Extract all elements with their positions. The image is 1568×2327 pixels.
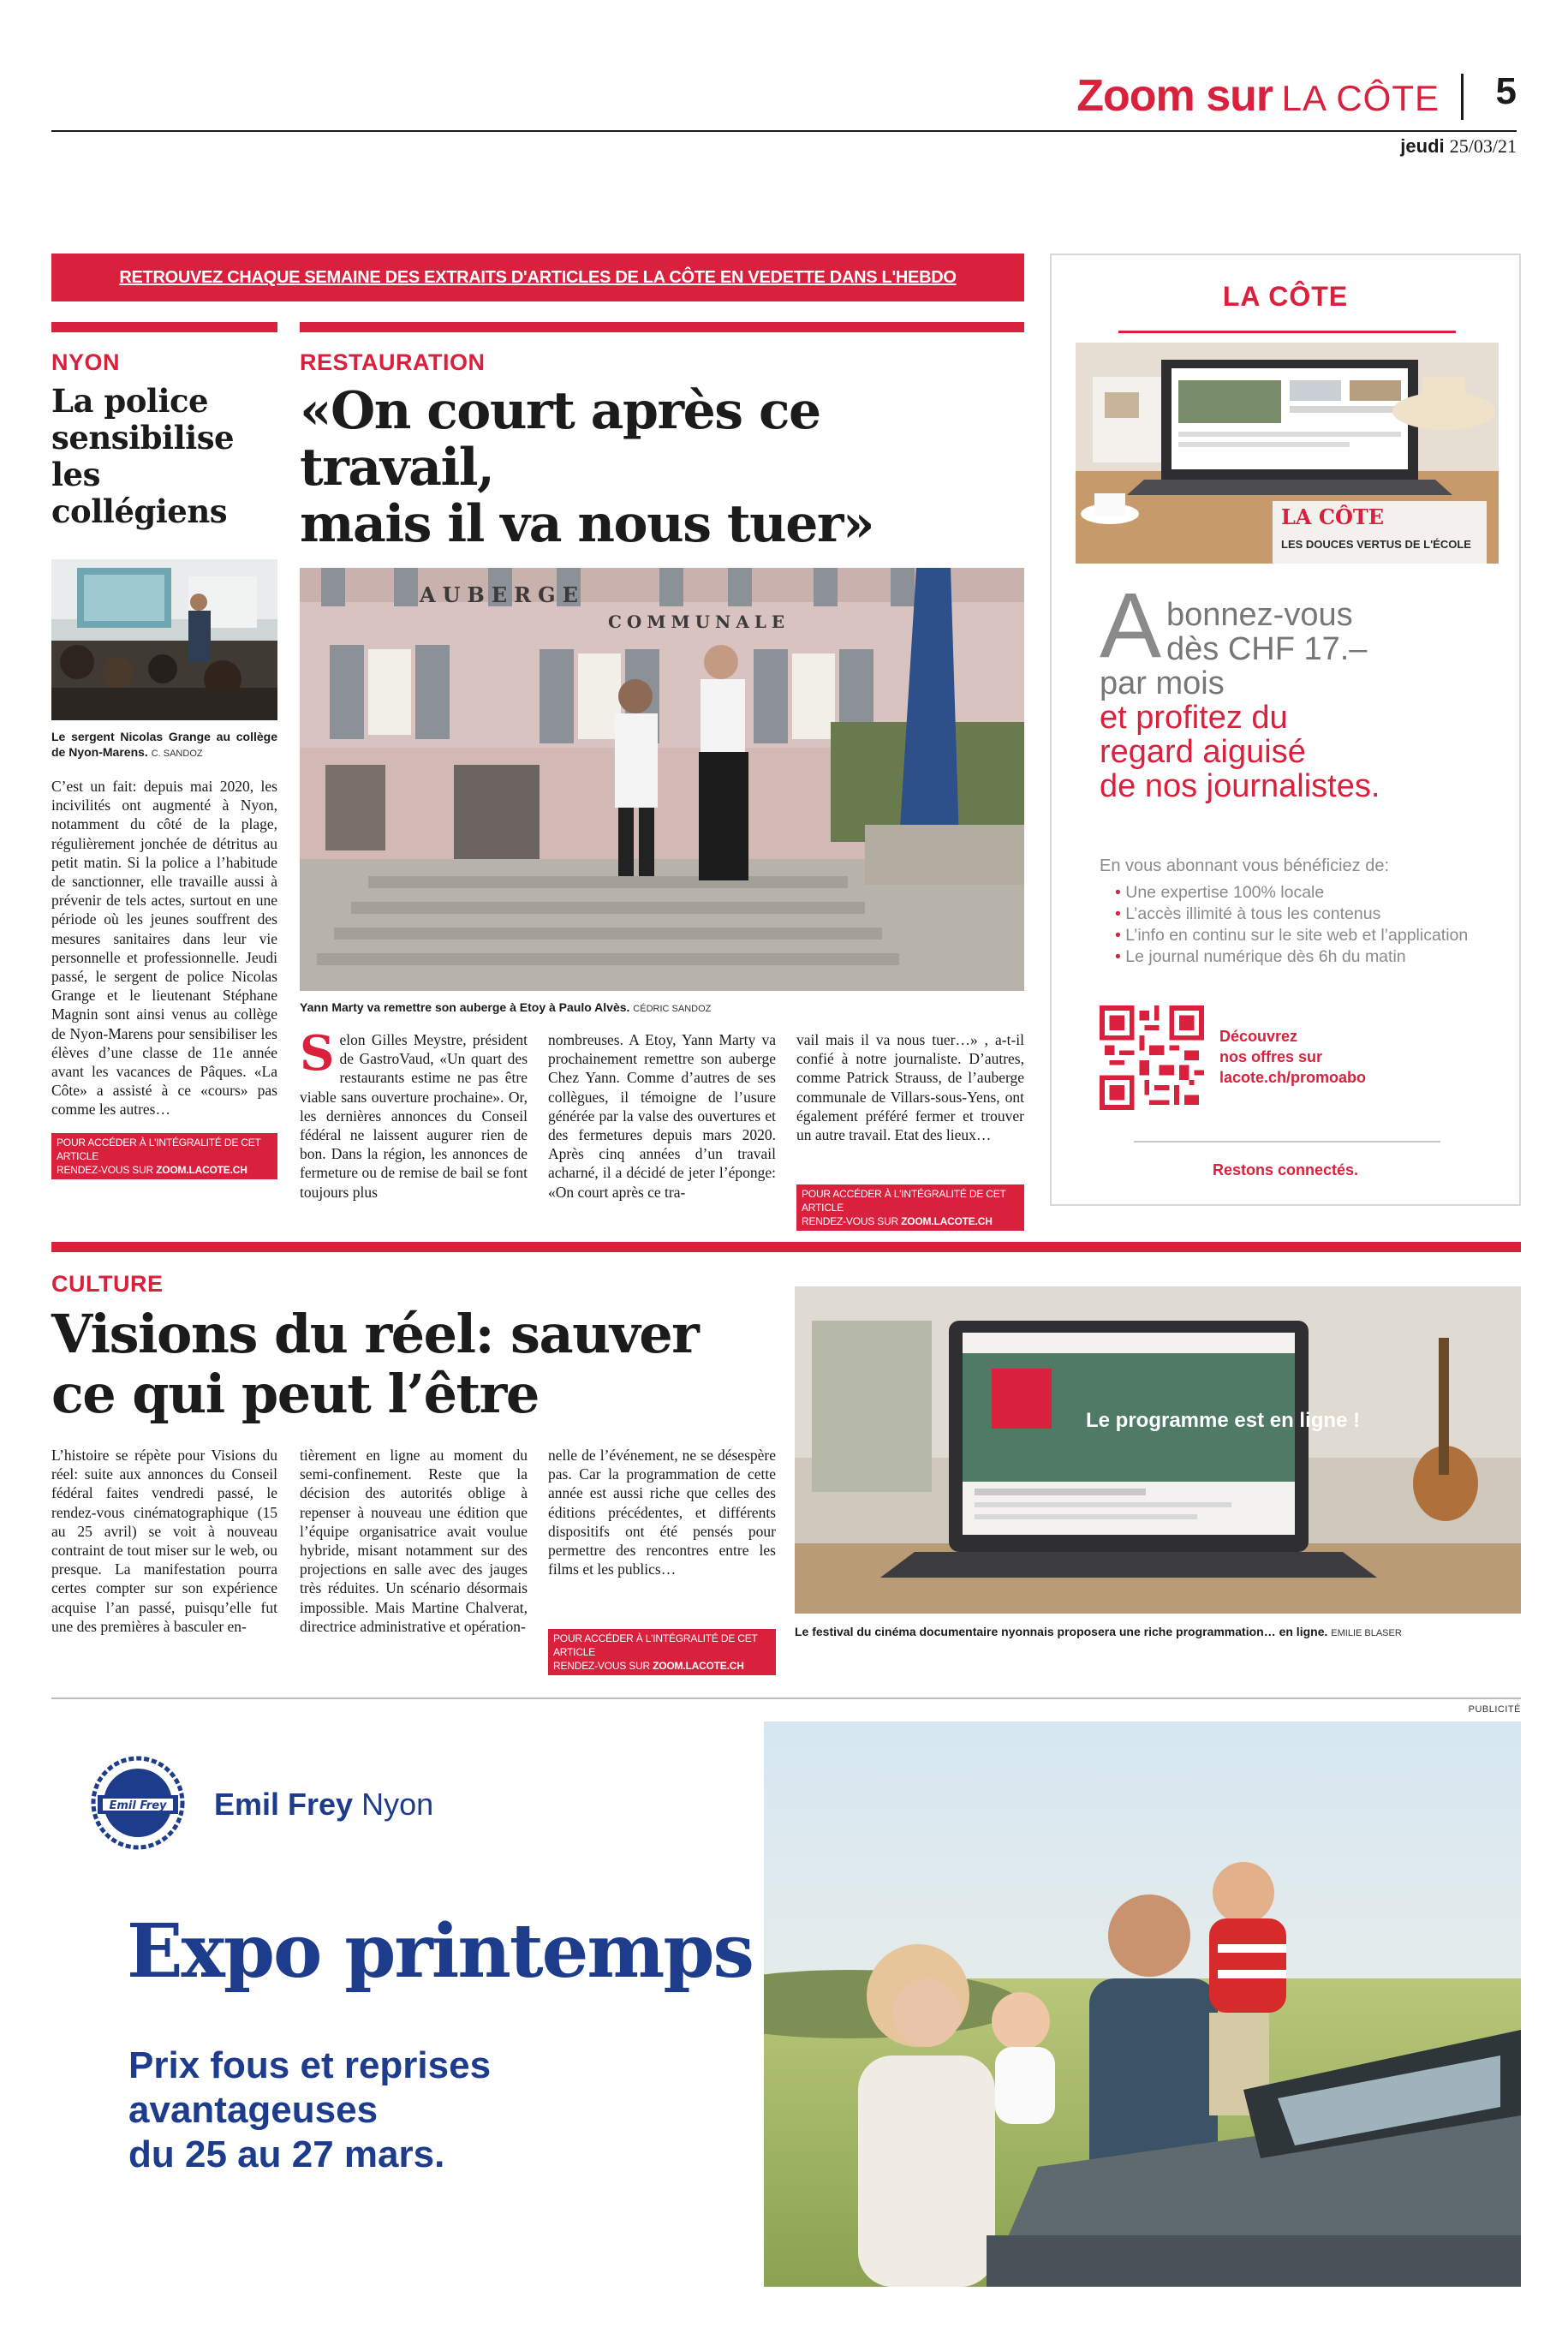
header-divider xyxy=(1461,74,1464,120)
culture-headline-line: Visions du réel: sauver xyxy=(51,1303,699,1365)
nyon-headline xyxy=(51,383,277,530)
resto-kicker: RESTAURATION xyxy=(300,349,486,375)
classroom-photo xyxy=(51,559,277,720)
expo-sub-line: Prix fous et reprises xyxy=(128,2044,492,2086)
section-title xyxy=(1076,70,1440,122)
resto-top-bar xyxy=(300,322,1024,332)
ad-cta-link[interactable]: lacote.ch/promoabo xyxy=(1219,1069,1367,1086)
promo-prefix: RENDEZ-VOUS SUR xyxy=(553,1660,651,1672)
resto-article xyxy=(300,343,1024,1227)
brand-label: LA CÔTE xyxy=(1281,78,1440,118)
resto-col-3: vail mais il va nous tuer…» , a-t-il confié à notre journaliste. D’autres, comme Patrick Strauss, de l’auberge communale de Villars-sous-Yens, ont également préféré fermer et trouver un autre travail. Etat des lieux… xyxy=(796,1031,1024,1144)
publicite-rule xyxy=(51,1698,1521,1699)
page-number: 5 xyxy=(1495,70,1517,112)
auberge-sign-text: COMMUNALE xyxy=(608,612,790,632)
promo-line xyxy=(553,1659,771,1673)
paper-headline: LES DOUCES VERTUS DE L'ÉCOLE xyxy=(1281,538,1471,551)
resto-headline-line: «On court après ce travail, xyxy=(300,381,820,498)
brand-name: Emil Frey xyxy=(214,1787,354,1822)
subscription-ad xyxy=(1050,254,1521,1206)
ad-headline-line: dès CHF 17.– xyxy=(1166,631,1368,667)
nyon-article xyxy=(51,343,277,1208)
resto-caption xyxy=(300,999,1024,1017)
ad-intro: En vous abonnant vous bénéficiez de: xyxy=(1100,856,1390,875)
ad-cta-line: Découvrez xyxy=(1219,1028,1298,1045)
ad-headline-line: regard aiguisé xyxy=(1100,734,1306,770)
culture-headline-line: ce qui peut l’être xyxy=(51,1363,539,1425)
issue-date xyxy=(1400,135,1517,158)
promo-line: POUR ACCÉDER À L'INTÉGRALITÉ DE CET ARTICLE xyxy=(802,1188,1006,1214)
ad-brand-underline xyxy=(1118,331,1456,333)
resto-col-1-text: elon Gilles Meystre, président de GastroVaud, «Un quart des restaurants estime ne pas être viable sans ouverture prochaine». Or, les dernières annonces du Conseil fédéral ne laissent augurer rien de bon. Dans la région, les annonces de fermeture ou de remise de bail se font toujours plus xyxy=(300,1031,528,1201)
promo-prefix: RENDEZ-VOUS SUR xyxy=(802,1215,899,1227)
publicite-label: PUBLICITÉ xyxy=(1468,1704,1521,1715)
emil-frey-brand xyxy=(214,1787,433,1823)
expo-headline: Expo printemps xyxy=(127,1908,753,1995)
promo-line: POUR ACCÉDER À L'INTÉGRALITÉ DE CET ARTICLE xyxy=(553,1632,758,1658)
expo-sub-line: avantageuses xyxy=(128,2089,379,2131)
ad-brand: LA CÔTE xyxy=(1222,281,1349,312)
resto-headline-line: mais il va nous tuer» xyxy=(300,494,873,554)
benefit-text: Le journal numérique dès 6h du matin xyxy=(1125,947,1406,966)
header-rule xyxy=(51,130,1517,132)
nyon-kicker: NYON xyxy=(51,349,121,375)
culture-top-bar xyxy=(51,1242,1521,1252)
ad-big-letter: A xyxy=(1100,573,1162,677)
culture-col-1: L’histoire se répète pour Visions du réel: suite aux annonces du Conseil fédéral faites vendredi passé, le rendez-vous cinématographique (15 au 25 avril) se voit à nouveau contraint de tout miser sur le web, ou presque. La manifestation pourra certes compter sur son expérience acquise l’an passé, puisqu’elle fut une des premières à basculer en- xyxy=(51,1447,277,1635)
resto-headline xyxy=(300,383,1024,552)
benefit-text: L’accès illimité à tous les contenus xyxy=(1125,904,1381,923)
resto-col-2: nombreuses. A Etoy, Yann Marty va prochainement remettre son auberge Chez Yann. Comme d’autres de ses collègues, il témoigne de l’usure générée par la valse des ouvertures et des fermetures depuis mars 2020. Après cinq années d’un travail acharné, il a décidé de jeter l’éponge: «On court après ce tra- xyxy=(548,1031,776,1201)
family-car-photo xyxy=(764,1721,1521,2287)
logo-text: Emil Frey xyxy=(109,1799,167,1812)
page-header xyxy=(51,69,1517,157)
nyon-headline-line: sensibilise xyxy=(51,419,235,456)
ad-benefits-list xyxy=(1100,882,1468,968)
expo-subheadline xyxy=(128,2044,491,2177)
promo-url: ZOOM.LACOTE.CH xyxy=(653,1660,744,1672)
brand-city: Nyon xyxy=(361,1787,434,1822)
culture-caption-text: Le festival du cinéma documentaire nyonnais proposera une riche programmation… en ligne. xyxy=(795,1625,1328,1638)
benefit-item: • L’accès illimité à tous les contenus xyxy=(1115,904,1381,923)
nyon-caption-text: Le sergent Nicolas Grange au collège de Nyon-Marens. xyxy=(51,730,277,759)
culture-article xyxy=(51,1259,1521,1687)
promo-prefix: RENDEZ-VOUS SUR xyxy=(57,1163,154,1176)
resto-photo-credit: CÉDRIC SANDOZ xyxy=(633,1004,712,1014)
culture-caption xyxy=(795,1624,1521,1641)
promo-url: ZOOM.LACOTE.CH xyxy=(156,1163,247,1176)
nyon-top-bar xyxy=(51,322,277,332)
ad-footer: Restons connectés. xyxy=(1212,1161,1359,1178)
auberge-photo xyxy=(300,568,1024,991)
issue-day: jeudi xyxy=(1400,135,1445,157)
ad-cta[interactable] xyxy=(1219,1026,1366,1088)
auberge-sign-text: AUBERGE xyxy=(420,582,585,607)
ad-headline-line: et profitez du xyxy=(1100,700,1288,736)
section-label: Zoom sur xyxy=(1076,71,1273,121)
ad-headline-line: bonnez-vous xyxy=(1166,597,1353,633)
culture-col-2: tièrement en ligne au moment du semi-confinement. Reste que la décision des autorités oblige à repenser à nouveau une édition que l’équipe organisatrice avait voulue hybride, misant notamment sur des projections en salle avec des jauges très réduites. Un scénario désormais impossible. Mais Martine Chalverat, directrice administrative et opération- xyxy=(300,1447,528,1635)
culture-read-more-link[interactable] xyxy=(548,1629,776,1675)
emil-frey-ad xyxy=(51,1721,1521,2287)
festival-laptop-photo xyxy=(795,1286,1521,1614)
ad-headline-line: par mois xyxy=(1100,665,1225,701)
expo-sub-line: du 25 au 27 mars. xyxy=(128,2133,445,2175)
benefit-text: L’info en continu sur le site web et l’application xyxy=(1125,926,1469,945)
culture-col-3: nelle de l’événement, ne se désespère pas. Car la programmation de cette année est aussi riche que celles des éditions précédentes, et différents dispositifs ont été pensés pour permettre des rencontres entre les films et les publics… xyxy=(548,1447,776,1578)
laptop-screen-text: Le programme est en ligne ! xyxy=(1086,1409,1361,1432)
culture-headline xyxy=(51,1304,805,1424)
ad-headline-line: de nos journalistes. xyxy=(1100,768,1380,804)
nyon-headline-line: La police xyxy=(51,382,209,420)
resto-caption-text: Yann Marty va remettre son auberge à Etoy à Paulo Alvès. xyxy=(300,1000,630,1014)
ad-headline xyxy=(1100,573,1502,804)
emil-frey-logo[interactable] xyxy=(91,1756,185,1850)
nyon-photo-credit: C. SANDOZ xyxy=(151,749,203,759)
ad-footer-rule xyxy=(1134,1141,1440,1143)
resto-body xyxy=(300,1025,1024,1236)
culture-kicker: CULTURE xyxy=(51,1271,164,1297)
benefit-text: Une expertise 100% locale xyxy=(1125,883,1325,902)
benefit-item: • Une expertise 100% locale xyxy=(1115,883,1325,902)
laptop-photo xyxy=(1076,343,1499,564)
resto-col-1 xyxy=(300,1025,528,1202)
benefit-item: • L’info en continu sur le site web et l’application xyxy=(1115,926,1469,945)
promo-url: ZOOM.LACOTE.CH xyxy=(901,1215,993,1227)
dropcap-letter: S xyxy=(300,1025,335,1082)
resto-read-more-link[interactable] xyxy=(796,1184,1024,1231)
issue-date-value: 25/03/21 xyxy=(1449,135,1517,157)
nyon-headline-line: les collégiens xyxy=(51,456,228,530)
promo-line xyxy=(57,1163,272,1177)
nyon-body: C’est un fait: depuis mai 2020, les incivilités ont augmenté à Nyon, notamment du côté de la plage, régulièrement jonchée de détritus au petit matin. Si la police a l’habitude de sanctionner, elle travaille aussi à prévenir de tels actes, surtout en une période où les jeunes souffrent des mesures sanitaires dans leur vie personnelle et professionnelle. Jeudi passé, le sergent de police Nicolas Grange et le lieutenant Stéphane Magnin sont ainsi venus au collège de Nyon-Marens pour sensibiliser les élèves d’une classe de 11e année avant les vacances de Pâques. «La Côte» a assisté à ce «cours» pas comme les autres… xyxy=(51,778,277,1119)
paper-masthead: LA CÔTE xyxy=(1281,504,1385,529)
nyon-caption xyxy=(51,729,277,761)
nyon-read-more-link[interactable] xyxy=(51,1133,277,1179)
qr-code[interactable] xyxy=(1100,1005,1204,1110)
culture-photo-credit: EMILIE BLASER xyxy=(1331,1628,1402,1638)
promo-line xyxy=(802,1214,1019,1228)
benefit-item: • Le journal numérique dès 6h du matin xyxy=(1115,947,1406,966)
ad-cta-line: nos offres sur xyxy=(1219,1048,1323,1065)
weekly-banner xyxy=(51,254,1024,301)
banner-text: RETROUVEZ CHAQUE SEMAINE DES EXTRAITS D'ARTICLES DE LA CÔTE EN VEDETTE DANS L'HEBDO xyxy=(119,268,957,287)
promo-line: POUR ACCÉDER À L'INTÉGRALITÉ DE CET ARTICLE xyxy=(57,1136,261,1162)
